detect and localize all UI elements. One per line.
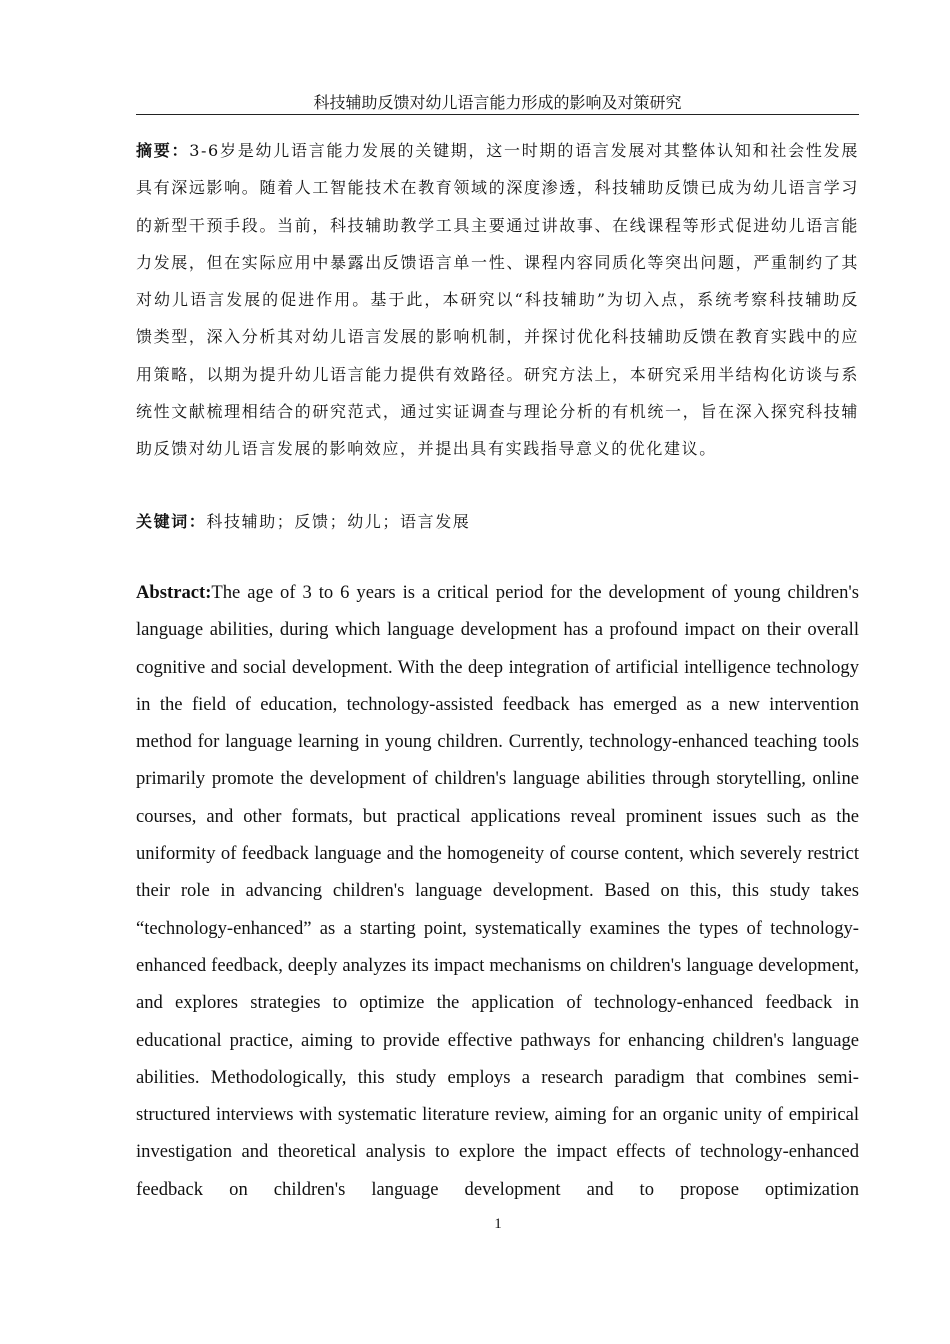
page-number: 1 <box>494 1216 502 1232</box>
keywords-cn <box>136 503 859 540</box>
abstract-en-text: The age of 3 to 6 years is a critical period for the development of young children's language abilities, during which language development has a profound impact on their overall cognitive and social development. With the deep integration of artificial intelligence technology in the field of education, technology-assisted feedback has emerged as a new intervention method for language learning in young children. Currently, technology-enhanced teaching tools primarily promote the development of children's language abilities through storytelling, online courses, and other formats, but practical applications reveal prominent issues such as the uniformity of feedback language and the homogeneity of course content, which severely restrict their role in advancing children's language development. Based on this, this study takes “technology-enhanced” as a starting point, systematically examines the types of technology-enhanced feedback, deeply analyzes its impact mechanisms on children's language development, and explores strategies to optimize the application of technology-enhanced feedback in educational practice, aiming to provide effective pathways for enhancing children's language abilities. Methodologically, this study employs a research paradigm that combines semi-structured interviews with systematic literature review, aiming for an organic unity of empirical investigation and theoretical analysis to explore the impact effects of technology-enhanced feedback on children's language development and to propose optimization <box>136 582 859 1200</box>
abstract-cn-label: 摘要： <box>136 141 190 160</box>
header-title: 科技辅助反馈对幼儿语言能力形成的影响及对策研究 <box>313 93 682 112</box>
abstract-cn-text: 3-6岁是幼儿语言能力发展的关键期，这一时期的语言发展对其整体认知和社会性发展具有深远影响。随着人工智能技术在教育领域的深度渗透，科技辅助反馈已成为幼儿语言学习的新型干预手段。当前，科技辅助教学工具主要通过讲故事、在线课程等形式促进幼儿语言能力发展，但在实际应用中暴露出反馈语言单一性、课程内容同质化等突出问题，严重制约了其对幼儿语言发展的促进作用。基于此，本研究以“科技辅助”为切入点，系统考察科技辅助反馈类型，深入分析其对幼儿语言发展的影响机制，并探讨优化科技辅助反馈在教育实践中的应用策略，以期为提升幼儿语言能力提供有效路径。研究方法上，本研究采用半结构化访谈与系统性文献梳理相结合的研究范式，通过实证调查与理论分析的有机统一，旨在深入探究科技辅助反馈对幼儿语言发展的影响效应，并提出具有实践指导意义的优化建议。 <box>136 141 859 459</box>
abstract-cn <box>136 132 859 468</box>
running-header <box>136 92 859 115</box>
keywords-cn-label: 关键词： <box>136 512 207 531</box>
abstract-en <box>136 574 859 1208</box>
keywords-cn-text: 科技辅助；反馈；幼儿；语言发展 <box>206 512 471 531</box>
abstract-en-label: Abstract: <box>136 582 212 603</box>
